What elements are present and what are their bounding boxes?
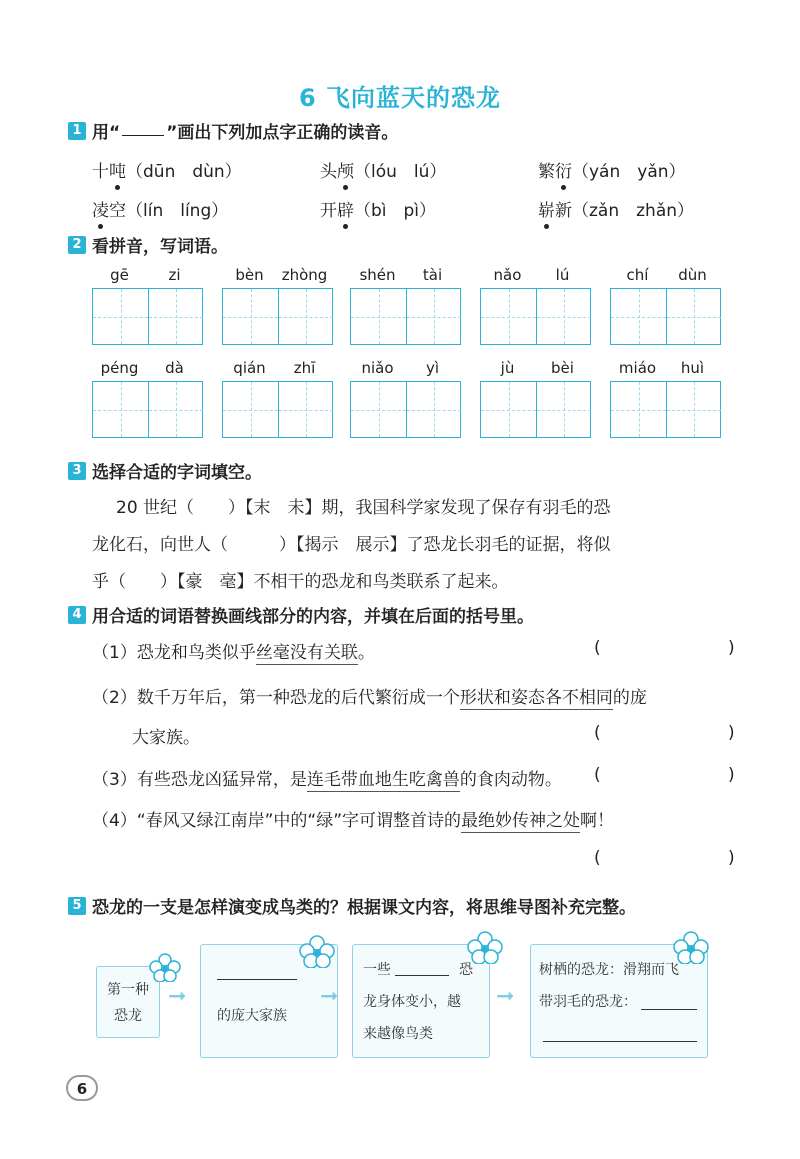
mindmap-box-1: 第一种 恐龙	[96, 966, 160, 1038]
arrow-icon: ➞	[168, 984, 187, 1009]
writing-cell[interactable]	[278, 382, 333, 437]
q1-item-3: 繁衍（yán yǎn）	[538, 157, 686, 182]
pinyin-label: huì	[680, 359, 705, 377]
question-3-heading: 3 选择合适的字词填空。	[68, 458, 262, 483]
writing-grid[interactable]	[350, 288, 461, 345]
writing-cell[interactable]	[666, 289, 721, 344]
writing-cell[interactable]	[536, 289, 591, 344]
answer-paren-close: )	[728, 848, 735, 868]
writing-cell[interactable]	[351, 289, 406, 344]
fill-line[interactable]	[217, 979, 297, 980]
question-2-heading: 2 看拼音，写词语。	[68, 232, 228, 257]
writing-cell[interactable]	[278, 289, 333, 344]
question-4-heading: 4 用合适的词语替换画线部分的内容，并填在后面的括号里。	[68, 602, 534, 627]
pinyin-label: zhòng	[281, 266, 328, 284]
page-title: 6 飞向蓝天的恐龙	[298, 84, 502, 112]
mindmap-box-4: 树栖的恐龙：滑翔而飞 带羽毛的恐龙：	[530, 944, 708, 1058]
writing-grid[interactable]	[480, 288, 591, 345]
q1-item-6: 崭新（zǎn zhǎn）	[538, 196, 694, 221]
q4-sentence-3: （3）有些恐龙凶猛异常，是连毛带血地生吃禽兽的食肉动物。	[92, 770, 562, 790]
answer-paren-close: )	[728, 723, 735, 743]
writing-cell[interactable]	[481, 289, 536, 344]
pinyin-label: niǎo	[361, 359, 394, 377]
pinyin-label: jù	[500, 359, 515, 377]
underlined-phrase: 丝毫没有关联	[255, 643, 358, 663]
writing-cell[interactable]	[406, 289, 461, 344]
answer-paren-open: (	[594, 723, 601, 743]
question-number-2: 2	[68, 236, 86, 254]
pinyin-label: bèi	[551, 359, 574, 377]
q1-item-5: 开辟（bì pì）	[320, 196, 436, 221]
writing-grid[interactable]	[480, 381, 591, 438]
writing-cell[interactable]	[223, 382, 278, 437]
writing-grid[interactable]	[350, 381, 461, 438]
answer-paren-open: (	[594, 765, 601, 785]
q4-sentence-1: （1）恐龙和鸟类似乎丝毫没有关联。	[92, 643, 375, 663]
mindmap-box-2: 的庞大家族	[200, 944, 338, 1058]
dotted-char: 衍	[555, 157, 572, 182]
writing-grid[interactable]	[610, 381, 721, 438]
pinyin-label: dùn	[678, 266, 707, 284]
page-number: 6	[66, 1075, 98, 1101]
question-number-4: 4	[68, 606, 86, 624]
q1-item-4: 凌空（lín líng）	[92, 196, 228, 221]
writing-cell[interactable]	[351, 382, 406, 437]
answer-paren-close: )	[728, 765, 735, 785]
dotted-char: 吨	[109, 157, 126, 182]
q1-item-1: 十吨（dūn dùn）	[92, 157, 242, 182]
writing-cell[interactable]	[148, 382, 203, 437]
q3-line-2: 龙化石，向世人（ ）【揭示 展示】了恐龙长羽毛的证据，将似	[92, 535, 611, 555]
question-number-3: 3	[68, 462, 86, 480]
writing-cell[interactable]	[666, 382, 721, 437]
answer-paren-close: )	[728, 638, 735, 658]
question-number-1: 1	[68, 122, 86, 140]
pinyin-label: zi	[168, 266, 181, 284]
q3-line-3: 乎（ ）【豪 毫】不相干的恐龙和鸟类联系了起来。	[92, 572, 509, 592]
underlined-phrase: 最绝妙传神之处	[461, 811, 581, 831]
dotted-char: 辟	[337, 196, 354, 221]
writing-cell[interactable]	[148, 289, 203, 344]
flower-icon	[298, 934, 336, 968]
fill-line[interactable]	[641, 1009, 697, 1010]
fill-line[interactable]	[395, 975, 449, 976]
writing-cell[interactable]	[223, 289, 278, 344]
q3-line-1: 20 世纪（ ）【末 未】期，我国科学家发现了保存有羽毛的恐	[116, 498, 611, 518]
pinyin-label: shén	[359, 266, 396, 284]
flower-icon	[466, 930, 504, 964]
writing-grid[interactable]	[222, 381, 333, 438]
pinyin-label: lú	[555, 266, 570, 284]
flower-icon	[672, 930, 710, 964]
writing-cell[interactable]	[536, 382, 591, 437]
writing-grid[interactable]	[610, 288, 721, 345]
arrow-icon: ➞	[496, 984, 515, 1009]
answer-paren-open: (	[594, 638, 601, 658]
question-1-heading: 1 用“ ”画出下列加点字正确的读音。	[68, 118, 398, 143]
answer-paren-open: (	[594, 848, 601, 868]
dotted-char: 颅	[337, 157, 354, 182]
pinyin-label: yì	[425, 359, 440, 377]
pinyin-label: bèn	[235, 266, 264, 284]
pinyin-label: chí	[626, 266, 649, 284]
writing-grid[interactable]	[92, 288, 203, 345]
writing-cell[interactable]	[93, 382, 148, 437]
writing-cell[interactable]	[611, 382, 666, 437]
writing-grid[interactable]	[92, 381, 203, 438]
dotted-char: 凌	[92, 196, 109, 221]
mindmap-box-3: 一些 恐 龙身体变小，越 来越像鸟类	[352, 944, 490, 1058]
pinyin-label: dà	[165, 359, 184, 377]
underlined-phrase: 形状和姿态各不相同	[459, 688, 613, 708]
q4-sentence-2: （2）数千万年后，第一种恐龙的后代繁衍成一个形状和姿态各不相同的庞	[92, 688, 647, 708]
question-5-heading: 5 恐龙的一支是怎样演变成鸟类的？根据课文内容，将思维导图补充完整。	[68, 893, 636, 918]
writing-cell[interactable]	[481, 382, 536, 437]
q1-item-2: 头颅（lóu lú）	[320, 157, 446, 182]
pinyin-label: nǎo	[493, 266, 522, 284]
pinyin-label: tài	[422, 266, 443, 284]
underlined-phrase: 连毛带血地生吃禽兽	[306, 770, 460, 790]
fill-line[interactable]	[543, 1041, 697, 1042]
writing-cell[interactable]	[406, 382, 461, 437]
pinyin-label: péng	[100, 359, 139, 377]
q4-sentence-2-cont: 大家族。	[132, 728, 200, 748]
pinyin-label: zhī	[293, 359, 316, 377]
writing-cell[interactable]	[611, 289, 666, 344]
pinyin-label: gē	[110, 266, 129, 284]
pinyin-label: qián	[233, 359, 266, 377]
pinyin-label: miáo	[618, 359, 657, 377]
blank-sample-line	[122, 135, 164, 136]
arrow-icon: ➞	[320, 984, 339, 1009]
flower-icon	[148, 952, 182, 982]
writing-cell[interactable]	[93, 289, 148, 344]
q4-sentence-4: （4）“春风又绿江南岸”中的“绿”字可谓整首诗的最绝妙传神之处啊！	[92, 811, 615, 831]
dotted-char: 崭	[538, 196, 555, 221]
question-number-5: 5	[68, 897, 86, 915]
writing-grid[interactable]	[222, 288, 333, 345]
